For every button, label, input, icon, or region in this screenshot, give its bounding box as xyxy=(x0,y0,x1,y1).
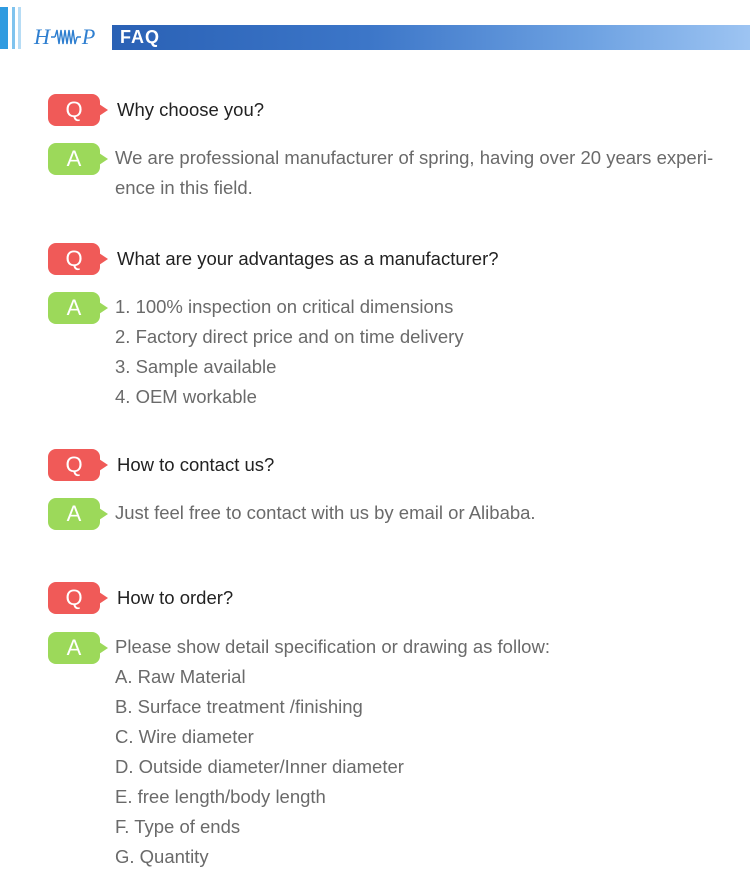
brand-logo xyxy=(34,22,95,52)
answer-line: G. Quantity xyxy=(115,846,209,867)
question-text: How to order? xyxy=(117,587,234,608)
answer-line: D. Outside diameter/Inner diameter xyxy=(115,756,404,777)
answer-text xyxy=(115,292,464,412)
answer-line: 4. OEM workable xyxy=(115,386,257,407)
answer-text xyxy=(115,498,536,528)
answer-line: We are professional manufacturer of spring, having over 20 years experi- xyxy=(115,147,714,168)
question-badge: Q xyxy=(48,449,100,481)
answer-line: 1. 100% inspection on critical dimensions xyxy=(115,296,454,317)
answer-line: Please show detail specification or drawing as follow: xyxy=(115,636,550,657)
answer-text xyxy=(115,143,713,203)
page-header xyxy=(0,0,750,60)
answer-line: 2. Factory direct price and on time delivery xyxy=(115,326,464,347)
logo-letter-right: P xyxy=(81,24,96,49)
header-stripe xyxy=(12,7,15,49)
answer-line: A. Raw Material xyxy=(115,666,246,687)
page-title: FAQ xyxy=(120,27,161,47)
answer-line: E. free length/body length xyxy=(115,786,326,807)
spring-icon xyxy=(51,28,81,46)
answer-text xyxy=(115,632,550,872)
answer-line: ence in this field. xyxy=(115,177,253,198)
question-text: What are your advantages as a manufacturer? xyxy=(117,248,499,269)
answer-badge: A xyxy=(48,498,100,530)
answer-line: 3. Sample available xyxy=(115,356,277,377)
answer-line: B. Surface treatment /finishing xyxy=(115,696,363,717)
question-badge: Q xyxy=(48,243,100,275)
answer-badge: A xyxy=(48,632,100,664)
answer-badge: A xyxy=(48,292,100,324)
header-bar xyxy=(112,25,750,50)
header-stripe xyxy=(0,7,8,49)
answer-badge: A xyxy=(48,143,100,175)
answer-line: Just feel free to contact with us by email or Alibaba. xyxy=(115,502,536,523)
question-badge: Q xyxy=(48,94,100,126)
answer-line: F. Type of ends xyxy=(115,816,241,837)
question-text: How to contact us? xyxy=(117,454,275,475)
logo-letter-left: H xyxy=(34,24,50,49)
question-badge: Q xyxy=(48,582,100,614)
header-stripe xyxy=(18,7,21,49)
question-text: Why choose you? xyxy=(117,99,265,120)
answer-line: C. Wire diameter xyxy=(115,726,254,747)
